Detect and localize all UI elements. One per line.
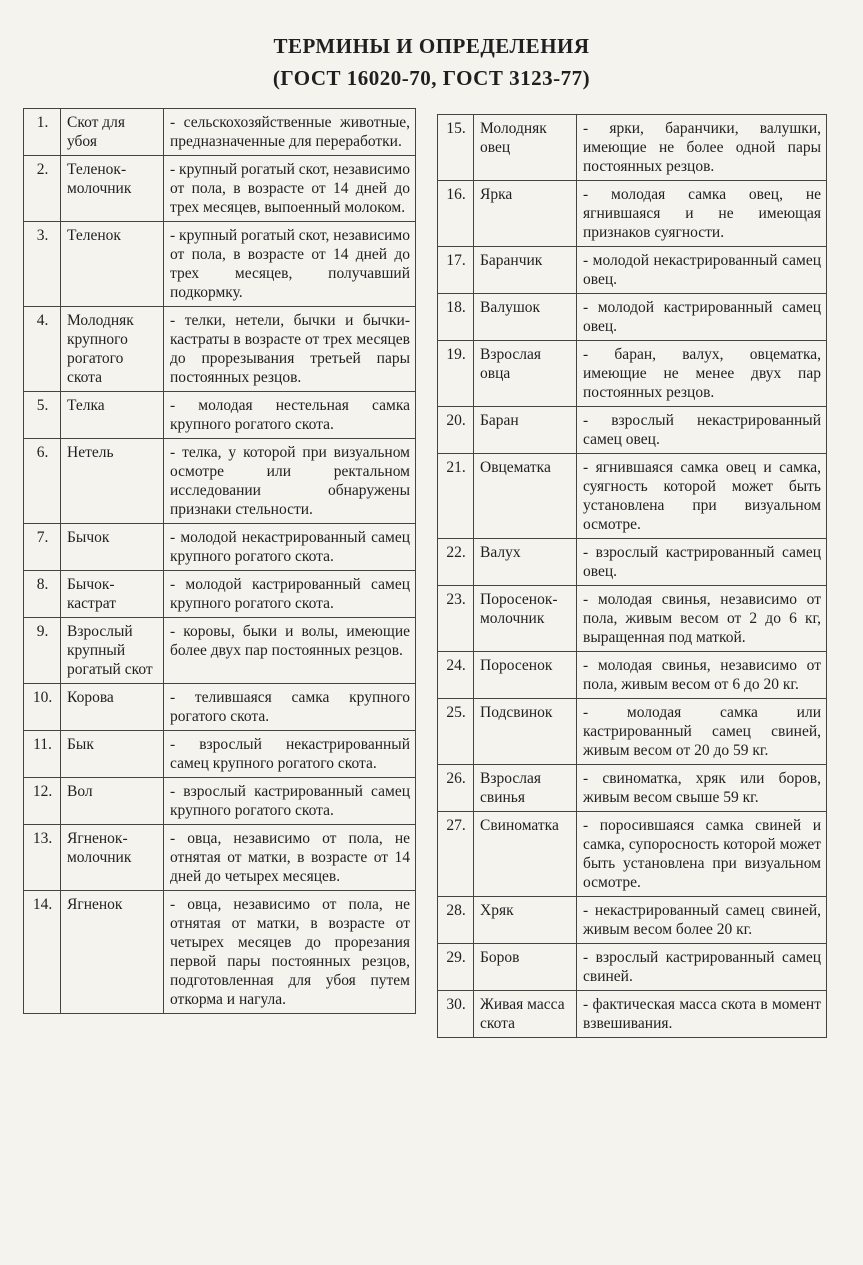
term-number: 22. [438, 539, 474, 586]
term-row [24, 222, 416, 307]
term-name: Нетель [61, 439, 164, 524]
term-name: Вол [61, 778, 164, 825]
term-definition: - молодая самка овец, не ягнившаяся и не имеющая признаков суягности. [577, 181, 827, 247]
term-definition: - молодая свинья, независимо от пола, живым весом от 2 до 6 кг, выращенная под маткой. [577, 586, 827, 652]
term-number: 9. [24, 618, 61, 684]
term-definition: - молодая нестельная самка крупного рогатого скота. [164, 392, 416, 439]
term-name: Взрослая овца [474, 341, 577, 407]
term-definition: - овца, независимо от пола, не отнятая от матки, в возрасте от четырех месяцев до прорезания первой пары постоянных резцов, подготовленная для убоя путем откорма и нагула. [164, 891, 416, 1014]
term-name: Скот для убоя [61, 109, 164, 156]
term-row [438, 586, 827, 652]
term-name: Ягненок [61, 891, 164, 1014]
term-definition: - ягнившаяся самка овец и самка, суягность которой может быть установлена при визуальном осмотре. [577, 454, 827, 539]
term-number: 11. [24, 731, 61, 778]
term-name: Живая масса скота [474, 991, 577, 1038]
term-name: Бычок-кастрат [61, 571, 164, 618]
page-title: ТЕРМИНЫ И ОПРЕДЕЛЕНИЯ [273, 34, 590, 58]
term-row [438, 115, 827, 181]
term-definition: - фактическая масса скота в момент взвешивания. [577, 991, 827, 1038]
term-row [438, 652, 827, 699]
term-definition: - овца, независимо от пола, не отнятая от матки, в возрасте от 14 дней до четырех месяцев. [164, 825, 416, 891]
term-definition: - некастрированный самец свиней, живым весом более 20 кг. [577, 897, 827, 944]
term-definition: - взрослый некастрированный самец крупного рогатого скота. [164, 731, 416, 778]
term-name: Телка [61, 392, 164, 439]
term-number: 18. [438, 294, 474, 341]
term-number: 5. [24, 392, 61, 439]
term-name: Валушок [474, 294, 577, 341]
term-number: 1. [24, 109, 61, 156]
term-definition: - баран, валух, овцематка, имеющие не менее двух пар постоянных резцов. [577, 341, 827, 407]
term-name: Валух [474, 539, 577, 586]
term-number: 4. [24, 307, 61, 392]
term-number: 27. [438, 812, 474, 897]
term-number: 21. [438, 454, 474, 539]
term-row [24, 571, 416, 618]
term-name: Подсвинок [474, 699, 577, 765]
term-definition: - взрослый кастрированный самец крупного рогатого скота. [164, 778, 416, 825]
term-definition: - телка, у которой при визуальном осмотре или ректальном исследовании обнаружены признаки стельности. [164, 439, 416, 524]
term-row [438, 699, 827, 765]
term-row [24, 684, 416, 731]
term-row [24, 731, 416, 778]
term-number: 26. [438, 765, 474, 812]
term-number: 20. [438, 407, 474, 454]
term-number: 8. [24, 571, 61, 618]
term-name: Поросенок-молочник [474, 586, 577, 652]
term-definition: - свиноматка, хряк или боров, живым весом свыше 59 кг. [577, 765, 827, 812]
term-row [438, 247, 827, 294]
term-row [438, 294, 827, 341]
term-name: Теленок-молочник [61, 156, 164, 222]
term-row [438, 812, 827, 897]
term-row [24, 891, 416, 1014]
term-definition: - крупный рогатый скот, независимо от пола, в возрасте от 14 дней до трех месяцев, выпоенный молоком. [164, 156, 416, 222]
term-name: Теленок [61, 222, 164, 307]
term-row [438, 539, 827, 586]
term-number: 10. [24, 684, 61, 731]
term-name: Ягненок-молочник [61, 825, 164, 891]
term-row [24, 392, 416, 439]
term-name: Овцематка [474, 454, 577, 539]
term-name: Молодняк овец [474, 115, 577, 181]
term-number: 14. [24, 891, 61, 1014]
term-name: Свиноматка [474, 812, 577, 897]
term-row [438, 181, 827, 247]
term-number: 29. [438, 944, 474, 991]
terms-table-right [437, 114, 827, 1038]
term-definition: - сельскохозяйственные животные, предназначенные для переработки. [164, 109, 416, 156]
term-name: Боров [474, 944, 577, 991]
term-row [438, 341, 827, 407]
term-row [24, 439, 416, 524]
term-name: Бычок [61, 524, 164, 571]
term-number: 24. [438, 652, 474, 699]
term-name: Хряк [474, 897, 577, 944]
terms-table-left [23, 108, 416, 1014]
term-number: 7. [24, 524, 61, 571]
term-name: Бык [61, 731, 164, 778]
term-number: 25. [438, 699, 474, 765]
term-row [24, 618, 416, 684]
term-number: 2. [24, 156, 61, 222]
term-definition: - поросившаяся самка свиней и самка, супоросность которой может быть установлена при визуальном осмотре. [577, 812, 827, 897]
term-row [438, 454, 827, 539]
term-number: 16. [438, 181, 474, 247]
term-definition: - взрослый некастрированный самец овец. [577, 407, 827, 454]
term-definition: - молодой некастрированный самец крупного рогатого скота. [164, 524, 416, 571]
term-definition: - коровы, быки и волы, имеющие более двух пар постоянных резцов. [164, 618, 416, 684]
page-subtitle: (ГОСТ 16020-70, ГОСТ 3123-77) [272, 66, 591, 90]
term-row [24, 156, 416, 222]
term-number: 23. [438, 586, 474, 652]
term-row [438, 407, 827, 454]
term-definition: - взрослый кастрированный самец свиней. [577, 944, 827, 991]
term-number: 19. [438, 341, 474, 407]
term-number: 3. [24, 222, 61, 307]
term-number: 12. [24, 778, 61, 825]
term-definition: - крупный рогатый скот, независимо от пола, в возрасте от 14 дней до трех месяцев, получавший подкормку. [164, 222, 416, 307]
term-name: Поросенок [474, 652, 577, 699]
term-name: Корова [61, 684, 164, 731]
term-name: Баранчик [474, 247, 577, 294]
term-row [438, 897, 827, 944]
term-definition: - взрослый кастрированный самец овец. [577, 539, 827, 586]
term-row [438, 944, 827, 991]
term-row [438, 991, 827, 1038]
term-number: 13. [24, 825, 61, 891]
term-name: Взрослый крупный рогатый скот [61, 618, 164, 684]
term-row [24, 307, 416, 392]
term-definition: - молодая свинья, независимо от пола, живым весом от 6 до 20 кг. [577, 652, 827, 699]
term-definition: - молодой кастрированный самец овец. [577, 294, 827, 341]
term-name: Ярка [474, 181, 577, 247]
term-row [24, 524, 416, 571]
term-number: 30. [438, 991, 474, 1038]
term-definition: - телившаяся самка крупного рогатого скота. [164, 684, 416, 731]
term-row [24, 109, 416, 156]
term-row [24, 778, 416, 825]
term-definition: - телки, нетели, бычки и бычки-кастраты в возрасте от трех месяцев до прорезывания третьей пары постоянных резцов. [164, 307, 416, 392]
term-name: Баран [474, 407, 577, 454]
term-definition: - молодая самка или кастрированный самец свиней, живым весом от 20 до 59 кг. [577, 699, 827, 765]
term-number: 15. [438, 115, 474, 181]
term-row [438, 765, 827, 812]
term-definition: - ярки, баранчики, валушки, имеющие не более одной пары постоянных резцов. [577, 115, 827, 181]
term-name: Взрослая свинья [474, 765, 577, 812]
term-number: 28. [438, 897, 474, 944]
term-number: 17. [438, 247, 474, 294]
term-definition: - молодой кастрированный самец крупного рогатого скота. [164, 571, 416, 618]
term-name: Молодняк крупного рогатого скота [61, 307, 164, 392]
term-definition: - молодой некастрированный самец овец. [577, 247, 827, 294]
term-number: 6. [24, 439, 61, 524]
term-row [24, 825, 416, 891]
